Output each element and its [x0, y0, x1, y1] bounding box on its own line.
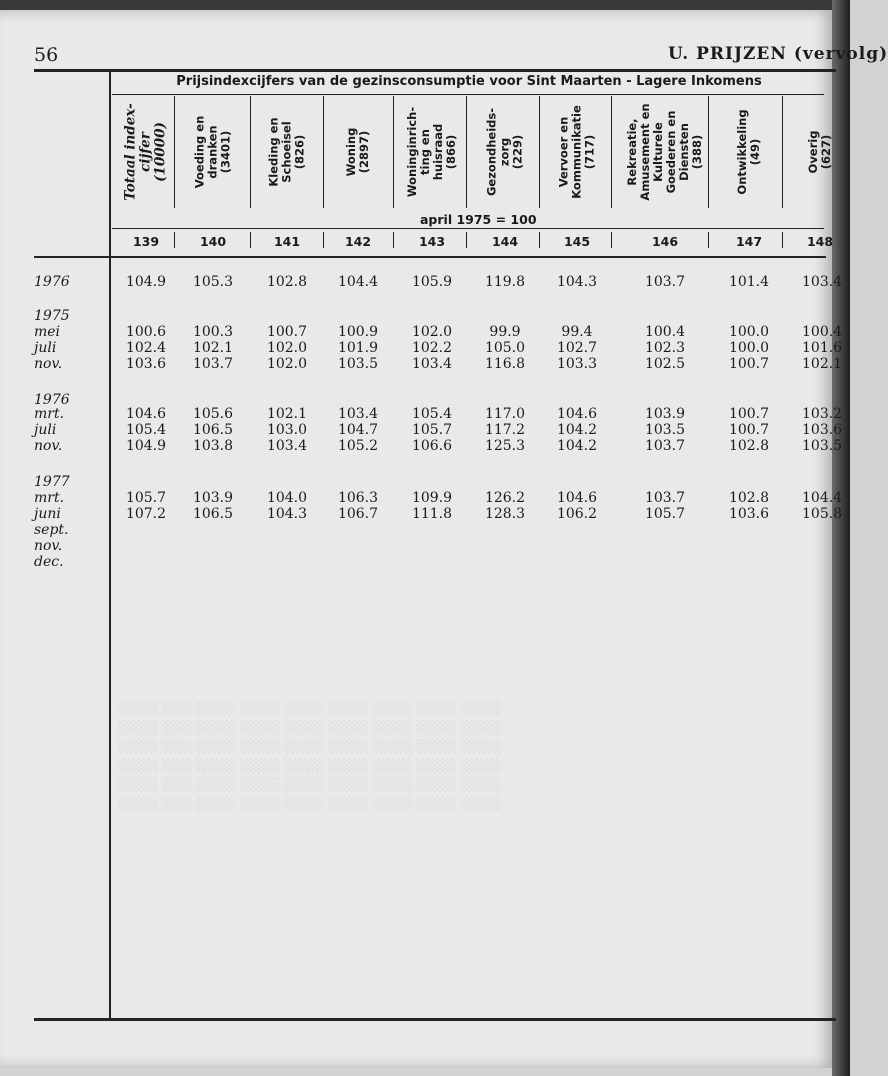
- column-header-line: (866): [444, 134, 458, 170]
- column-number: 147: [735, 234, 763, 249]
- column-header-line: zorg: [497, 137, 512, 167]
- table-cell: 104.9: [125, 438, 167, 454]
- column-divider: [611, 96, 612, 208]
- table-cell: 105.4: [411, 406, 453, 422]
- table-cell: 100.0: [728, 340, 770, 356]
- column-header-line: (3401): [218, 130, 233, 174]
- table-cell: 103.5: [337, 356, 379, 372]
- column-header-line: huisraad: [431, 123, 445, 181]
- table-cell: 103.2: [802, 406, 843, 422]
- table-cell: 128.3: [484, 506, 526, 522]
- table-cell: 102.0: [266, 356, 308, 372]
- column-header-line: Vervoer en: [556, 116, 571, 188]
- table-cell: 103.4: [411, 356, 453, 372]
- table-cell: 102.1: [802, 356, 843, 372]
- table-cell: 102.1: [266, 406, 308, 422]
- table-cell: 105.7: [411, 422, 453, 438]
- table-cell: 103.6: [125, 356, 167, 372]
- row-label: sept.: [34, 522, 69, 538]
- column-divider: [393, 96, 394, 208]
- table-cell: 106.6: [411, 438, 453, 454]
- table-cell: 103.0: [266, 422, 308, 438]
- table-cell: 101.9: [337, 340, 379, 356]
- row-label: 1976: [34, 392, 70, 408]
- column-header-line: (229): [510, 134, 525, 170]
- column-header-line: Schoeisel: [279, 121, 294, 183]
- table-cell: 106.5: [192, 422, 234, 438]
- table-cell: 102.3: [644, 340, 686, 356]
- table-cell: 106.2: [556, 506, 598, 522]
- table-cell: 103.3: [556, 356, 598, 372]
- number-separator: [174, 232, 175, 248]
- table-cell: 103.4: [802, 274, 843, 290]
- table-cell: 101.6: [802, 340, 843, 356]
- table-cell: 103.6: [802, 422, 843, 438]
- table-cell: 103.7: [192, 356, 234, 372]
- row-label: nov.: [34, 538, 63, 554]
- table-cell: 100.4: [802, 324, 843, 340]
- column-header-146: [618, 96, 712, 208]
- column-header-line: (10000): [152, 122, 169, 182]
- table-cell: 104.6: [556, 490, 598, 506]
- table-cell: 103.6: [728, 506, 770, 522]
- table-cell: 100.7: [728, 422, 770, 438]
- column-number: 143: [418, 234, 446, 249]
- table-cell: 102.0: [411, 324, 453, 340]
- table-cell: 100.4: [644, 324, 686, 340]
- table-cell: 104.9: [125, 274, 167, 290]
- row-label: juli: [34, 340, 57, 356]
- table-cell: 104.3: [266, 506, 308, 522]
- number-separator: [466, 232, 467, 248]
- row-label: mrt.: [34, 406, 65, 422]
- row-label: juni: [34, 506, 61, 522]
- column-header-line: Voeding en: [192, 115, 207, 189]
- column-divider: [323, 96, 324, 208]
- table-cell: 100.7: [266, 324, 308, 340]
- column-header-139: [115, 96, 177, 208]
- table-cell: 107.2: [125, 506, 167, 522]
- table-cell: 103.7: [644, 274, 686, 290]
- table-cell: 103.5: [644, 422, 686, 438]
- table-cell: 116.8: [484, 356, 526, 372]
- table-cell: 117.2: [484, 422, 526, 438]
- column-header-line: Amusement en: [638, 103, 652, 201]
- table-cell: 102.8: [266, 274, 308, 290]
- column-divider: [250, 96, 251, 208]
- column-header-line: cijfer: [137, 132, 154, 172]
- table-cell: 100.9: [337, 324, 379, 340]
- table-cell: 105.9: [411, 274, 453, 290]
- column-header-144: [470, 96, 540, 208]
- table-cell: 102.4: [125, 340, 167, 356]
- table-cell: 100.7: [728, 406, 770, 422]
- column-header-line: dranken: [205, 125, 220, 179]
- column-header-142: [324, 96, 392, 208]
- table-cell: 102.8: [728, 438, 770, 454]
- column-header-line: ting en: [418, 129, 432, 175]
- column-header-line: Goederen en: [664, 110, 678, 194]
- print-through: ░░░░ ░░░ ░░░░ ░░░░ ░░░░ ░░░░ ░░░░ ░░░░ ░░░░ ░░░░ ░░░ ░░░░ ░░░░ ░░░░ ░░░░ ░░░░ ░░░░ ░░░░ ░░░░ ░░░ ░░░░ ░░░░ ░░░░ ░░░░ ░░░░ ░░░░ ░░░░ ░░░░ ░░░ ░░░░ ░░░░ ░░░░ ░░░░ ░░░░ ░░░░ ░░░░ ░░░░ ░░░ ░░░░ ░░░░ ░░░░ ░░░░ ░░░░ ░░░░ ░░░░ ░░░░ ░░░ ░░░░ ░░░░ ░░░░ ░░░░ ░░░░ ░░░░ ░░░░: [118, 702, 501, 812]
- column-header-line: (717): [582, 134, 597, 170]
- table-cell: 104.2: [556, 438, 598, 454]
- table-cell: 103.4: [266, 438, 308, 454]
- table-cell: 102.8: [728, 490, 770, 506]
- column-header-line: Totaal index-: [122, 103, 139, 201]
- column-header-148: [800, 96, 840, 208]
- table-cell: 104.2: [556, 422, 598, 438]
- table-cell: 102.2: [411, 340, 453, 356]
- table-cell: 105.3: [192, 274, 234, 290]
- column-number: 144: [491, 234, 519, 249]
- column-number: 139: [132, 234, 160, 249]
- row-label: 1976: [34, 274, 70, 290]
- table-cell: 105.8: [802, 506, 843, 522]
- column-header-line: (49): [748, 138, 762, 166]
- table-cell: 105.0: [484, 340, 526, 356]
- table-cell: 100.6: [125, 324, 167, 340]
- column-header-line: Diensten: [677, 123, 691, 181]
- column-header-145: [542, 96, 612, 208]
- table-cell: 105.7: [125, 490, 167, 506]
- header-bottom-rule: [34, 256, 826, 258]
- table-cell: 104.7: [337, 422, 379, 438]
- row-label: mei: [34, 324, 61, 340]
- column-header-line: (627): [819, 134, 833, 170]
- number-separator: [393, 232, 394, 248]
- number-separator: [539, 232, 540, 248]
- column-number: 146: [651, 234, 679, 249]
- row-label: 1977: [34, 474, 70, 490]
- number-separator: [323, 232, 324, 248]
- table-cell: 119.8: [484, 274, 526, 290]
- table-cell: 106.5: [192, 506, 234, 522]
- column-number: 145: [563, 234, 591, 249]
- column-header-143: [397, 96, 467, 208]
- column-header-147: [713, 96, 785, 208]
- table-cell: 103.7: [644, 490, 686, 506]
- column-number: 141: [273, 234, 301, 249]
- table-cell: 104.0: [266, 490, 308, 506]
- base-rule: [112, 228, 824, 229]
- table-cell: 103.8: [192, 438, 234, 454]
- table-cell: 109.9: [411, 490, 453, 506]
- column-header-line: Woning: [344, 127, 358, 177]
- table-title: Prijsindexcijfers van de gezinsconsumptie voor Sint Maarten - Lagere Inkomens: [176, 74, 762, 89]
- table-cell: 99.9: [489, 324, 521, 340]
- table-cell: 104.6: [125, 406, 167, 422]
- number-separator: [708, 232, 709, 248]
- column-header-line: Ontwikkeling: [735, 109, 749, 195]
- column-header-line: (2897): [357, 130, 371, 174]
- table-cell: 102.5: [644, 356, 686, 372]
- row-label: mrt.: [34, 490, 65, 506]
- row-label: dec.: [34, 554, 64, 570]
- top-rule: [34, 69, 836, 72]
- column-divider: [539, 96, 540, 208]
- section-title: U. PRIJZEN (vervolg): [668, 44, 888, 64]
- table-cell: 103.9: [192, 490, 234, 506]
- table-cell: 105.6: [192, 406, 234, 422]
- table-cell: 101.4: [728, 274, 770, 290]
- title-rule: [112, 94, 824, 95]
- table-cell: 111.8: [411, 506, 453, 522]
- number-separator: [611, 232, 612, 248]
- column-header-line: Overig: [806, 130, 820, 174]
- column-header-line: Kleding en: [266, 117, 281, 187]
- table-cell: 106.3: [337, 490, 379, 506]
- table-cell: 99.4: [561, 324, 593, 340]
- table-cell: 102.1: [192, 340, 234, 356]
- row-label: 1975: [34, 308, 70, 324]
- column-header-line: Kommunikatie: [569, 105, 584, 199]
- table-cell: 100.7: [728, 356, 770, 372]
- table-cell: 105.2: [337, 438, 379, 454]
- number-separator: [782, 232, 783, 248]
- table-cell: 104.6: [556, 406, 598, 422]
- column-header-line: Gezondheids-: [484, 107, 499, 197]
- table-cell: 100.3: [192, 324, 234, 340]
- table-cell: 103.4: [337, 406, 379, 422]
- column-header-line: Kulturele: [651, 122, 665, 182]
- table-cell: 103.7: [644, 438, 686, 454]
- bottom-rule: [34, 1018, 836, 1021]
- table-cell: 102.0: [266, 340, 308, 356]
- base-period: april 1975 = 100: [420, 212, 537, 227]
- row-label: juli: [34, 422, 57, 438]
- table-cell: 104.4: [337, 274, 379, 290]
- column-divider: [782, 96, 783, 208]
- page-number: 56: [34, 44, 59, 66]
- table-cell: 100.0: [728, 324, 770, 340]
- table-cell: 102.7: [556, 340, 598, 356]
- stub-divider: [109, 71, 111, 1019]
- column-divider: [466, 96, 467, 208]
- column-header-line: Rekreatie,: [625, 118, 639, 186]
- table-cell: 104.4: [802, 490, 843, 506]
- table-cell: 105.7: [644, 506, 686, 522]
- column-header-line: (388): [690, 134, 704, 170]
- column-header-140: [176, 96, 250, 208]
- column-number: 140: [199, 234, 227, 249]
- table-cell: 105.4: [125, 422, 167, 438]
- column-header-line: Woninginrich-: [405, 106, 419, 198]
- number-separator: [250, 232, 251, 248]
- table-cell: 103.5: [802, 438, 843, 454]
- table-cell: 117.0: [484, 406, 526, 422]
- column-number: 142: [344, 234, 372, 249]
- table-cell: 103.9: [644, 406, 686, 422]
- table-cell: 106.7: [337, 506, 379, 522]
- column-header-line: (826): [292, 134, 307, 170]
- column-number: 148: [806, 234, 834, 249]
- table-cell: 104.3: [556, 274, 598, 290]
- column-divider: [174, 96, 175, 208]
- column-divider: [708, 96, 709, 208]
- table-cell: 126.2: [484, 490, 526, 506]
- table-cell: 125.3: [484, 438, 526, 454]
- row-label: nov.: [34, 356, 63, 372]
- column-header-141: [252, 96, 322, 208]
- row-label: nov.: [34, 438, 63, 454]
